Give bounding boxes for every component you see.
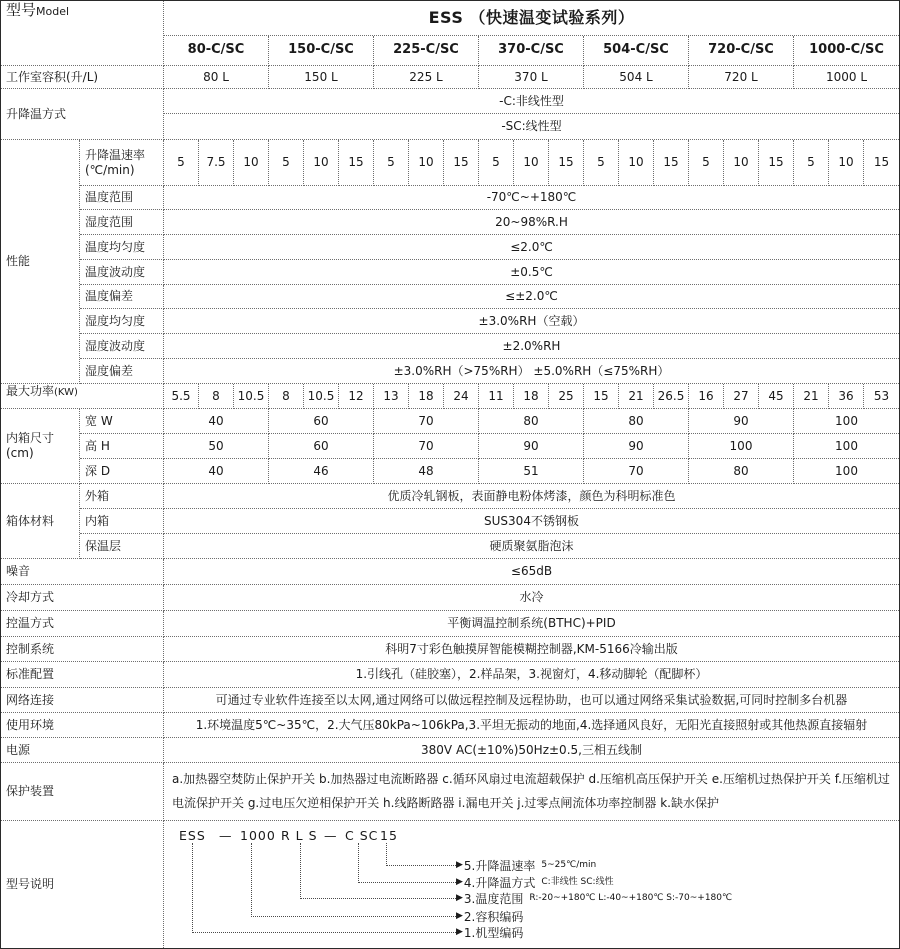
code-part-temp-range: R L S bbox=[281, 828, 318, 843]
height-value: 50 bbox=[164, 434, 269, 459]
temp-uniformity-value: ≤2.0℃ bbox=[164, 235, 899, 260]
arrow-right-icon: ▶ bbox=[456, 927, 463, 938]
model-header-cell bbox=[1, 1, 164, 66]
model-code-diagram bbox=[164, 821, 899, 948]
row-label-noise: 噪音 bbox=[1, 559, 164, 585]
standard-config-value: 1.引线孔（硅胶塞），2.样品架，3.视窗灯，4.移动脚轮（配脚杯） bbox=[164, 662, 899, 688]
power-value: 24 bbox=[444, 384, 479, 409]
row-label-mode: 升降温方式 bbox=[1, 89, 164, 140]
max-power-label: 最大功率 bbox=[6, 384, 55, 398]
code-dash-icon: — bbox=[219, 828, 233, 843]
row-label-cooling: 冷却方式 bbox=[1, 585, 164, 611]
power-value: 10.5 bbox=[234, 384, 269, 409]
model-column-header: 504-C/SC bbox=[584, 36, 689, 66]
power-value: 8 bbox=[269, 384, 304, 409]
row-label-humi-fluctuation: 湿度波动度 bbox=[80, 334, 164, 359]
rate-value: 5 bbox=[584, 140, 619, 186]
depth-value: 48 bbox=[374, 459, 479, 484]
row-label-outer-box: 外箱 bbox=[80, 484, 164, 509]
rate-value: 10 bbox=[514, 140, 549, 186]
code-part-rate: 15 bbox=[380, 828, 398, 843]
inner-size-label-line1: 内箱尺寸 bbox=[6, 431, 55, 445]
humi-fluctuation-value: ±2.0%RH bbox=[164, 334, 899, 359]
arrow-right-icon: ▶ bbox=[456, 911, 463, 922]
row-label-humi-deviation: 湿度偏差 bbox=[80, 359, 164, 384]
row-label-humi-range: 湿度范围 bbox=[80, 210, 164, 235]
width-value: 70 bbox=[374, 409, 479, 434]
max-power-unit: (KW) bbox=[54, 387, 78, 398]
row-label-temp-deviation: 温度偏差 bbox=[80, 285, 164, 309]
power-value: 25 bbox=[549, 384, 584, 409]
rate-value: 5 bbox=[164, 140, 199, 186]
row-label-power-supply: 电源 bbox=[1, 738, 164, 763]
code-part-series: ESS bbox=[179, 828, 206, 843]
width-value: 60 bbox=[269, 409, 374, 434]
noise-value: ≤65dB bbox=[164, 559, 899, 585]
model-column-header: 225-C/SC bbox=[374, 36, 479, 66]
volume-value: 370 L bbox=[479, 66, 584, 89]
diagram-item-text: 2.容积编码 bbox=[463, 909, 524, 924]
row-label-temp-uniformity: 温度均匀度 bbox=[80, 235, 164, 260]
power-value: 13 bbox=[374, 384, 409, 409]
row-label-inner-box: 内箱 bbox=[80, 509, 164, 534]
row-label-width: 宽 W bbox=[80, 409, 164, 434]
rate-value: 15 bbox=[864, 140, 899, 186]
volume-value: 80 L bbox=[164, 66, 269, 89]
rate-value: 10 bbox=[234, 140, 269, 186]
diagram-item-text: 5.升降温速率 bbox=[463, 858, 536, 873]
humi-range-value: 20~98%R.H bbox=[164, 210, 899, 235]
humi-deviation-value: ±3.0%RH（>75%RH） ±5.0%RH（≤75%RH） bbox=[164, 359, 899, 384]
width-value: 80 bbox=[584, 409, 689, 434]
depth-value: 70 bbox=[584, 459, 689, 484]
diagram-item-text: 3.温度范围 bbox=[463, 891, 524, 906]
row-label-model-explain: 型号说明 bbox=[1, 821, 164, 948]
rate-value: 5 bbox=[479, 140, 514, 186]
mode-nonlinear-value: -C:非线性型 bbox=[164, 89, 899, 114]
row-label-temp-fluctuation: 温度波动度 bbox=[80, 260, 164, 285]
rate-value: 15 bbox=[549, 140, 584, 186]
rate-value: 5 bbox=[794, 140, 829, 186]
volume-value: 720 L bbox=[689, 66, 794, 89]
diagram-item-text: 4.升降温方式 bbox=[463, 875, 536, 890]
arrow-right-icon: ▶ bbox=[456, 893, 463, 904]
rate-label-line2: (℃/min) bbox=[85, 162, 135, 177]
volume-value: 1000 L bbox=[794, 66, 899, 89]
row-label-max-power bbox=[1, 384, 164, 409]
diagram-item-suffix: C:非线性 SC:线性 bbox=[541, 877, 614, 888]
power-value: 12 bbox=[339, 384, 374, 409]
environment-value: 1.环境温度5℃~35℃，2.大气压80kPa~106kPa,3.平坦无振动的地面,4.选择通风良好，无阳光直接照射或其他热源直接辐射 bbox=[164, 713, 899, 738]
row-label-temp-control: 控温方式 bbox=[1, 611, 164, 637]
code-part-volume: 1000 bbox=[240, 828, 276, 843]
power-value: 53 bbox=[864, 384, 899, 409]
power-supply-value: 380V AC(±10%)50Hz±0.5,三相五线制 bbox=[164, 738, 899, 763]
row-label-humi-uniformity: 湿度均匀度 bbox=[80, 309, 164, 334]
model-column-header: 1000-C/SC bbox=[794, 36, 899, 66]
inner-box-value: SUS304不锈钢板 bbox=[164, 509, 899, 534]
arrow-right-icon: ▶ bbox=[456, 877, 463, 888]
power-value: 26.5 bbox=[654, 384, 689, 409]
rate-value: 10 bbox=[409, 140, 444, 186]
mode-linear-value: -SC:线性型 bbox=[164, 114, 899, 140]
arrow-right-icon: ▶ bbox=[456, 860, 463, 871]
row-label-temp-range: 温度范围 bbox=[80, 186, 164, 210]
insulation-value: 硬质聚氨脂泡沫 bbox=[164, 534, 899, 559]
outer-box-value: 优质冷轧钢板，表面静电粉体烤漆，颜色为科明标准色 bbox=[164, 484, 899, 509]
row-label-depth: 深 D bbox=[80, 459, 164, 484]
temp-range-value: -70℃~+180℃ bbox=[164, 186, 899, 210]
rate-value: 10 bbox=[304, 140, 339, 186]
height-value: 70 bbox=[374, 434, 479, 459]
row-label-protection: 保护装置 bbox=[1, 763, 164, 821]
network-value: 可通过专业软件连接至以太网,通过网络可以做远程控制及远程协助，也可以通过网络采集试验数据,可同时控制多台机器 bbox=[164, 688, 899, 713]
model-column-header: 370-C/SC bbox=[479, 36, 584, 66]
volume-value: 225 L bbox=[374, 66, 479, 89]
power-value: 15 bbox=[584, 384, 619, 409]
model-column-header: 150-C/SC bbox=[269, 36, 374, 66]
rate-value: 15 bbox=[339, 140, 374, 186]
diagram-item-machine-code bbox=[456, 924, 523, 942]
power-value: 5.5 bbox=[164, 384, 199, 409]
rate-value: 10 bbox=[619, 140, 654, 186]
series-title: ESS （快速温变试验系列） bbox=[164, 1, 899, 36]
code-dash-icon: — bbox=[324, 828, 338, 843]
power-value: 45 bbox=[759, 384, 794, 409]
power-value: 11 bbox=[479, 384, 514, 409]
power-value: 8 bbox=[199, 384, 234, 409]
width-value: 90 bbox=[689, 409, 794, 434]
height-value: 100 bbox=[794, 434, 899, 459]
height-value: 60 bbox=[269, 434, 374, 459]
protection-value: a.加热器空焚防止保护开关 b.加热器过电流断路器 c.循环风扇过电流超载保护 d.压缩机高压保护开关 e.压缩机过热保护开关 f.压缩机过电流保护开关 g.过电压欠逆相保护开关 h.线路断路器 i.漏电开关 j.过零点闸流体功率控制器 k.缺水保护 bbox=[164, 763, 899, 821]
power-value: 10.5 bbox=[304, 384, 339, 409]
width-value: 80 bbox=[479, 409, 584, 434]
diagram-item-suffix: 5~25℃/min bbox=[541, 860, 597, 871]
row-label-insulation: 保温层 bbox=[80, 534, 164, 559]
depth-value: 80 bbox=[689, 459, 794, 484]
model-label-cn: 型号 bbox=[6, 1, 37, 19]
code-part-mode: C SC bbox=[345, 828, 379, 843]
width-value: 40 bbox=[164, 409, 269, 434]
rate-value: 5 bbox=[689, 140, 724, 186]
inner-size-label-line2: (cm) bbox=[6, 446, 34, 460]
rate-value: 15 bbox=[759, 140, 794, 186]
rate-value: 5 bbox=[269, 140, 304, 186]
group-label-material: 箱体材料 bbox=[1, 484, 80, 559]
row-label-standard-config: 标准配置 bbox=[1, 662, 164, 688]
rate-value: 10 bbox=[724, 140, 759, 186]
rate-value: 10 bbox=[829, 140, 864, 186]
height-value: 90 bbox=[479, 434, 584, 459]
group-label-performance: 性能 bbox=[1, 140, 80, 384]
power-value: 18 bbox=[514, 384, 549, 409]
power-value: 27 bbox=[724, 384, 759, 409]
diagram-item-text: 1.机型编码 bbox=[463, 925, 524, 940]
power-value: 18 bbox=[409, 384, 444, 409]
rate-value: 15 bbox=[654, 140, 689, 186]
humi-uniformity-value: ±3.0%RH（空载） bbox=[164, 309, 899, 334]
power-value: 16 bbox=[689, 384, 724, 409]
rate-value: 5 bbox=[374, 140, 409, 186]
depth-value: 51 bbox=[479, 459, 584, 484]
depth-value: 100 bbox=[794, 459, 899, 484]
row-label-network: 网络连接 bbox=[1, 688, 164, 713]
depth-value: 40 bbox=[164, 459, 269, 484]
power-value: 21 bbox=[619, 384, 654, 409]
diagram-item-suffix: R:-20~+180℃ L:-40~+180℃ S:-70~+180℃ bbox=[529, 893, 733, 904]
model-column-header: 80-C/SC bbox=[164, 36, 269, 66]
row-label-volume: 工作室容积(升/L) bbox=[1, 66, 164, 89]
row-label-environment: 使用环境 bbox=[1, 713, 164, 738]
model-column-header: 720-C/SC bbox=[689, 36, 794, 66]
height-value: 100 bbox=[689, 434, 794, 459]
control-system-value: 科明7寸彩色触摸屏智能模糊控制器,KM-5166冷输出版 bbox=[164, 637, 899, 662]
temp-fluctuation-value: ±0.5℃ bbox=[164, 260, 899, 285]
rate-label-line1: 升降温速率 bbox=[85, 147, 146, 162]
height-value: 90 bbox=[584, 434, 689, 459]
temp-control-value: 平衡调温控制系统(BTHC)+PID bbox=[164, 611, 899, 637]
diagram-item-rate bbox=[456, 857, 596, 875]
depth-value: 46 bbox=[269, 459, 374, 484]
row-label-rate bbox=[80, 140, 164, 186]
rate-value: 15 bbox=[444, 140, 479, 186]
group-label-inner-size bbox=[1, 409, 80, 484]
row-label-control-system: 控制系统 bbox=[1, 637, 164, 662]
width-value: 100 bbox=[794, 409, 899, 434]
power-value: 36 bbox=[829, 384, 864, 409]
volume-value: 150 L bbox=[269, 66, 374, 89]
model-label-en: Model bbox=[36, 5, 70, 18]
temp-deviation-value: ≤±2.0℃ bbox=[164, 285, 899, 309]
power-value: 21 bbox=[794, 384, 829, 409]
volume-value: 504 L bbox=[584, 66, 689, 89]
row-label-height: 高 H bbox=[80, 434, 164, 459]
cooling-value: 水冷 bbox=[164, 585, 899, 611]
rate-value: 7.5 bbox=[199, 140, 234, 186]
connector-line bbox=[192, 843, 456, 933]
diagram-item-temp-range bbox=[456, 890, 732, 908]
